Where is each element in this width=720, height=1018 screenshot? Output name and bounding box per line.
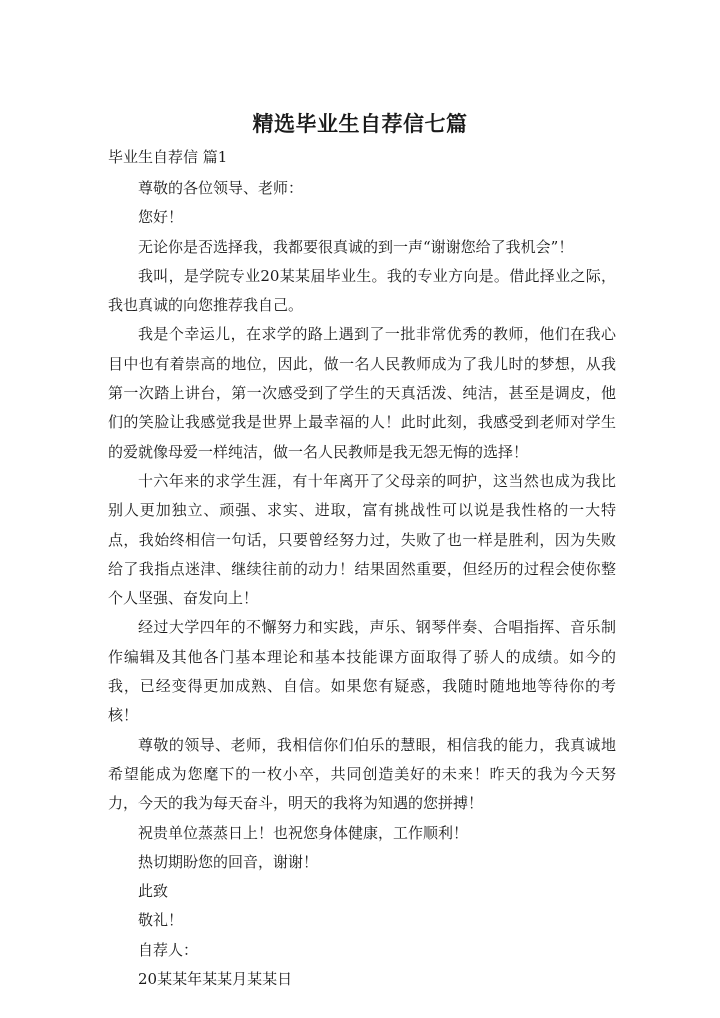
greeting: 您好！	[138, 208, 184, 227]
salutation: 尊敬的各位领导、老师：	[138, 179, 304, 197]
letter-body	[108, 174, 616, 994]
body-paragraph: 我是个幸运儿，在求学的路上遇到了一批非常优秀的教师，他们在我心目中也有着崇高的地位，因此，做一名人民教师成为了我儿时的梦想，从我第一次踏上讲台，第一次感受到了学生的天真活泼、纯洁，甚至是调皮，他们的笑脸让我感觉我是世界上最幸福的人！此时此刻，我感受到老师对学生的爱就像母爱一样纯洁，做一名人民教师是我无怨无悔的选择！	[108, 325, 616, 461]
body-paragraph: 十六年来的求学生涯，有十年离开了父母亲的呵护，这当然也成为我比别人更加独立、顽强、求实、进取，富有挑战性可以说是我性格的一大特点，我始终相信一句话，只要曾经努力过，失败了也一样是胜利，因为失败给了我指点迷津、继续往前的动力！结果固然重要，但经历的过程会使你整个人坚强、奋发向上！	[108, 471, 616, 608]
signature-label: 自荐人：	[138, 940, 199, 959]
closing-cizhi: 此致	[138, 882, 169, 901]
body-paragraph: 尊敬的领导、老师，我相信你们伯乐的慧眼，相信我的能力，我真诚地希望能成为您麾下的一枚小卒，共同创造美好的未来！昨天的我为今天努力，今天的我为每天奋斗，明天的我将为知遇的您拼搏！	[108, 735, 616, 813]
closing-jingli: 敬礼！	[138, 911, 184, 930]
body-paragraph: 我叫，是学院专业20某某届毕业生。我的专业方向是。借此择业之际，我也真诚的向您推荐我自己。	[108, 266, 616, 315]
body-paragraph: 经过大学四年的不懈努力和实践，声乐、钢琴伴奏、合唱指挥、音乐制作编辑及其他各门基本理论和基本技能课方面取得了骄人的成绩。如今的我，已经变得更加成熟、自信。如果您有疑惑，我随时随地地等待你的考核！	[108, 618, 616, 725]
section-title: 毕业生自荐信 篇1	[108, 148, 228, 166]
closing-thanks: 热切期盼您的回音，谢谢！	[138, 852, 319, 871]
body-paragraph: 无论你是否选择我，我都要很真诚的到一声“谢谢您给了我机会”！	[138, 237, 574, 256]
document-title: 精选毕业生自荐信七篇	[252, 112, 468, 136]
closing-wish: 祝贵单位蒸蒸日上！也祝您身体健康，工作顺利！	[138, 823, 469, 842]
signature-date: 20某某年某某月某某日	[138, 970, 293, 989]
